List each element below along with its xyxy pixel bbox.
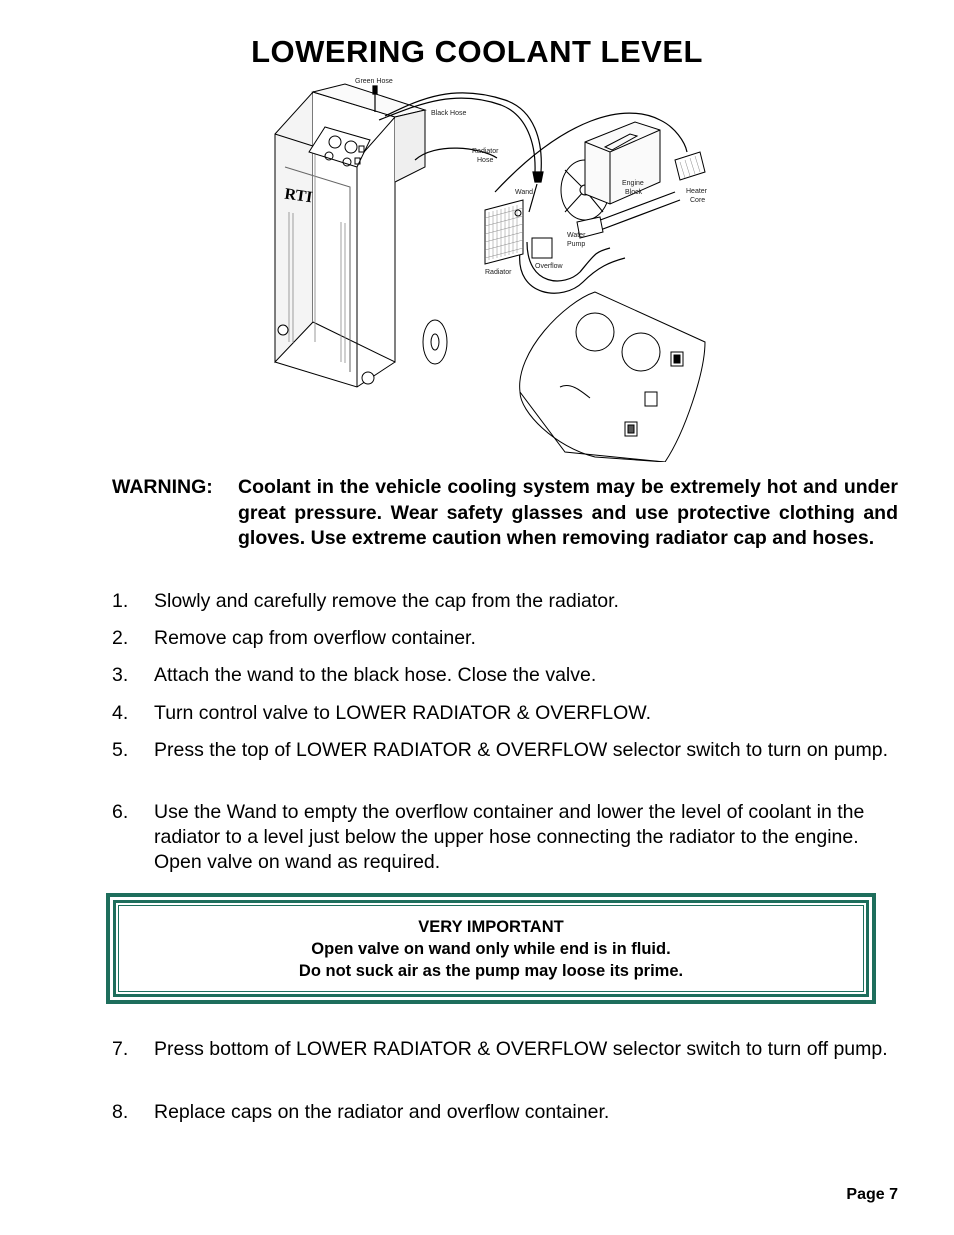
- step-number: 1.: [112, 590, 129, 612]
- notice-line: Open valve on wand only while end is in fluid.: [311, 940, 671, 958]
- label-heater-core-line1: Heater: [686, 188, 708, 195]
- step-text: Replace caps on the radiator and overflow container.: [154, 1101, 610, 1123]
- important-notice-box: [106, 893, 876, 1004]
- step-item: [112, 663, 898, 688]
- page-title: LOWERING COOLANT LEVEL: [251, 34, 703, 69]
- heater-core: [675, 152, 705, 180]
- step-item: [112, 738, 898, 763]
- step-item: [112, 589, 898, 614]
- step-number: 4.: [112, 702, 129, 724]
- step-text: Remove cap from overflow container.: [154, 627, 476, 649]
- label-black-hose: Black Hose: [431, 110, 467, 117]
- step-text: Attach the wand to the black hose. Close the valve.: [154, 664, 597, 686]
- label-radiator-hose-line1: Radiator: [472, 148, 499, 155]
- step-item: [112, 1037, 898, 1062]
- step-number: 2.: [112, 627, 129, 649]
- step-number: 6.: [112, 801, 129, 823]
- engine-block: [585, 122, 660, 204]
- notice-line: Do not suck air as the pump may loose its prime.: [298, 962, 684, 980]
- label-radiator: Radiator: [485, 269, 512, 276]
- label-heater-core-line2: Core: [690, 197, 706, 204]
- coolant-system-diagram: [265, 72, 725, 462]
- label-engine-block-line1: Engine: [622, 180, 644, 187]
- warning-text: Coolant in the vehicle cooling system may be extremely hot and under great pressure. Wear safety glasses and use protective clothing and gloves. Use extreme caution when removing radiator cap and hoses.: [238, 476, 898, 549]
- diagram-svg: [265, 72, 725, 462]
- step-item: [112, 1100, 898, 1125]
- radiator: [485, 200, 523, 264]
- step-number: 7.: [112, 1038, 129, 1060]
- label-green-hose: Green Hose: [355, 78, 393, 85]
- coolant-machine: [275, 84, 447, 387]
- overflow-container: [532, 238, 552, 258]
- step-item: [112, 626, 898, 651]
- warning-block: [112, 475, 898, 552]
- step-text: Press bottom of LOWER RADIATOR & OVERFLOW selector switch to turn off pump.: [154, 1038, 888, 1060]
- step-number: 3.: [112, 664, 129, 686]
- step-text: Slowly and carefully remove the cap from the radiator.: [154, 590, 619, 612]
- label-overflow: Overflow: [535, 263, 563, 270]
- label-water-pump-line1: Water: [567, 232, 586, 239]
- label-water-pump-line2: Pump: [567, 241, 586, 248]
- step-text: Press the top of LOWER RADIATOR & OVERFLOW selector switch to turn on pump.: [154, 739, 889, 761]
- step-text: Turn control valve to LOWER RADIATOR & OVERFLOW.: [154, 702, 652, 724]
- step-text: Use the Wand to empty the overflow container and lower the level of coolant in the radiator to a level just below the upper hose connecting the radiator to the engine. Open valve on wand as required.: [154, 801, 865, 873]
- machine-logo: RTI: [283, 185, 314, 207]
- warning-label: WARNING:: [112, 476, 213, 498]
- step-number: 5.: [112, 739, 129, 761]
- label-wand: Wand: [515, 189, 534, 196]
- step-item: [112, 701, 898, 726]
- control-panel-detail: [520, 292, 705, 462]
- notice-heading: VERY IMPORTANT: [418, 918, 564, 936]
- label-engine-block-line2: Block: [625, 189, 643, 196]
- page-number: Page 7: [846, 1186, 898, 1203]
- step-item: [112, 800, 898, 875]
- step-number: 8.: [112, 1101, 129, 1123]
- label-radiator-hose-line2: Hose: [477, 157, 494, 164]
